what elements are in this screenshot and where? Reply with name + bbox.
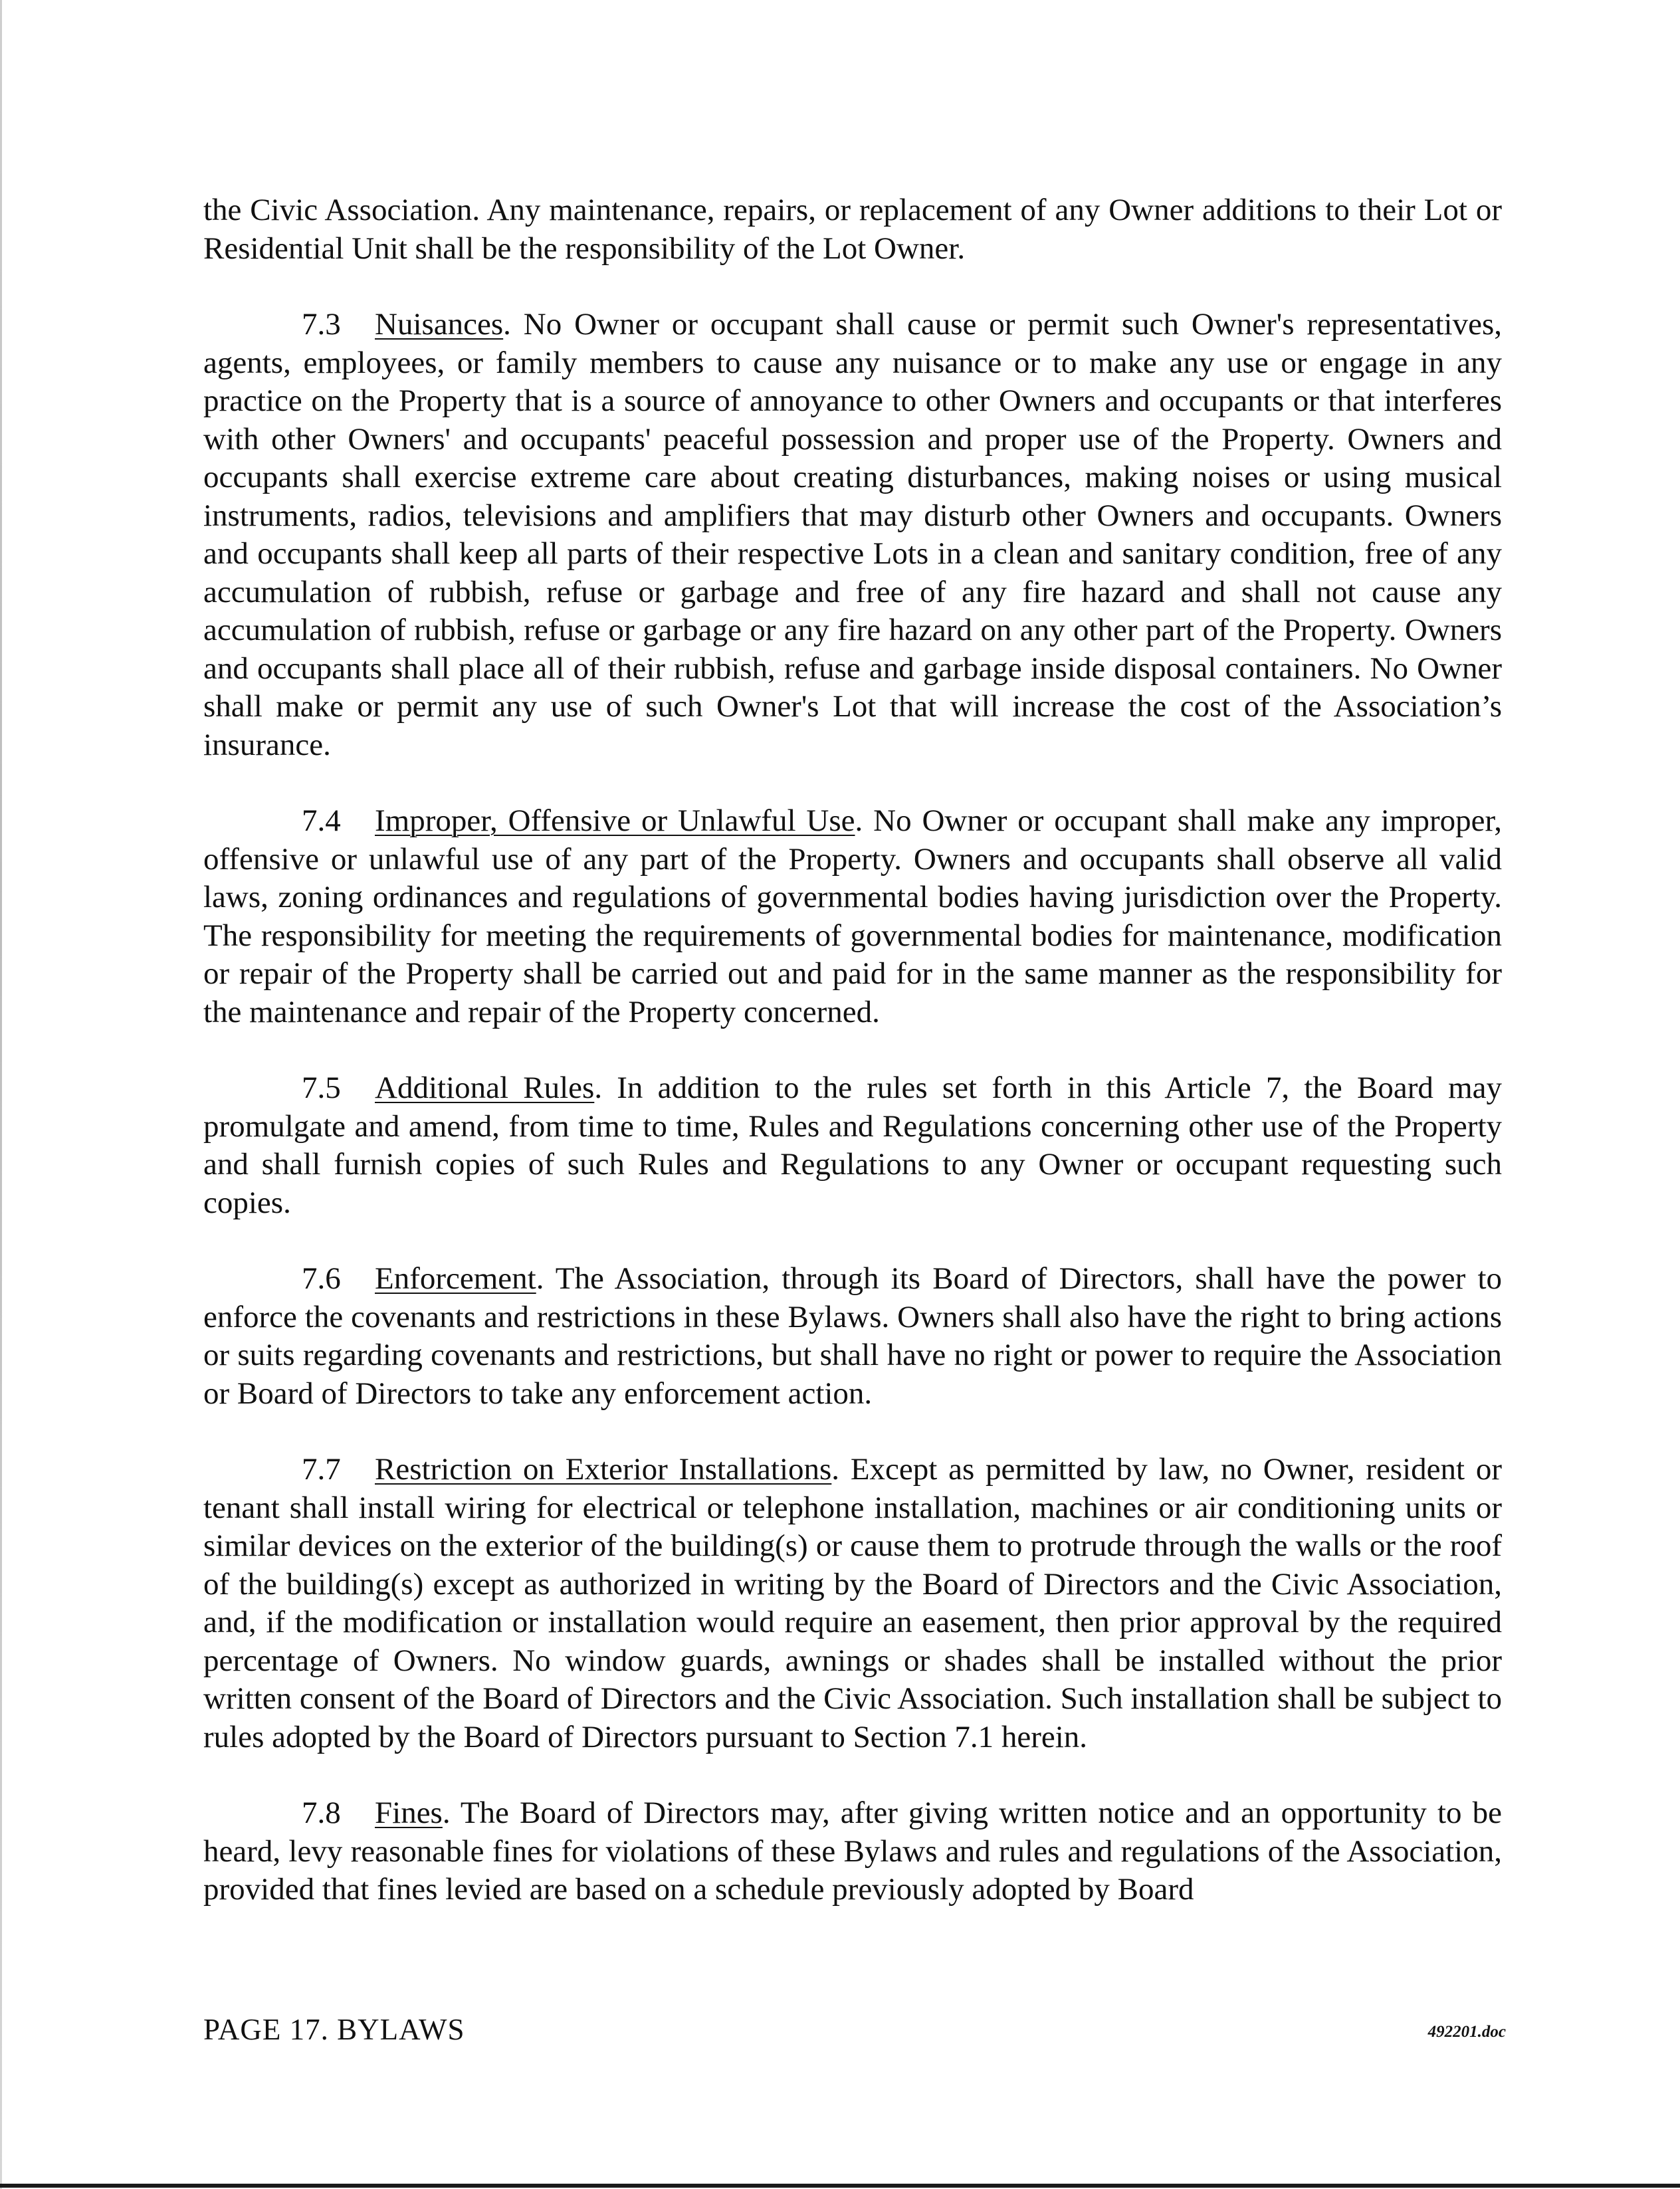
section-number: 7.7 bbox=[302, 1452, 341, 1487]
section-7-3 bbox=[203, 306, 1502, 764]
document-id: 492201.doc bbox=[1427, 2023, 1506, 2041]
scan-bottom-edge bbox=[0, 2184, 1680, 2188]
section-heading: Restriction on Exterior Installations bbox=[375, 1452, 832, 1487]
section-text: . The Board of Directors may, after giving written notice and an opportunity to be heard, levy reasonable fines for violations of these Bylaws and rules and regulations of the Association, provided that fines levied are based on a schedule previously adopted by Board bbox=[203, 1796, 1502, 1907]
section-7-4 bbox=[203, 802, 1502, 1031]
section-number: 7.8 bbox=[302, 1796, 341, 1830]
section-number: 7.4 bbox=[302, 803, 341, 838]
section-text: . Except as permitted by law, no Owner, resident or tenant shall install wiring for electrical or telephone installation, machines or air conditioning units or similar devices on the exterior of the building(s) or cause them to protrude through the walls or the roof of the building(s) except as authorized in writing by the Board of Directors and the Civic Association, and, if the modification or installation would require an easement, then prior approval by the required percentage of Owners. No window guards, awnings or shades shall be installed without the prior written consent of the Board of Directors and the Civic Association. Such installation shall be subject to rules adopted by the Board of Directors pursuant to Section 7.1 herein. bbox=[203, 1452, 1503, 1754]
scan-left-edge bbox=[0, 0, 2, 2189]
document-body bbox=[203, 191, 1502, 1909]
section-number: 7.3 bbox=[302, 307, 341, 342]
section-heading: Improper, Offensive or Unlawful Use bbox=[375, 803, 855, 838]
section-heading: Fines bbox=[375, 1796, 443, 1830]
section-heading: Additional Rules bbox=[375, 1071, 595, 1105]
section-text: . No Owner or occupant shall cause or permit such Owner's representatives, agents, employees, or family members to cause any nuisance or to make any use or engage in any practice on the Property that is a source of annoyance to other Owners and occupants or that interferes with other Owners' and occupants' peaceful possession and proper use of the Property. Owners and occupants shall exercise extreme care about creating disturbances, making noises or using musical instruments, radios, televisions and amplifiers that may disturb other Owners and occupants. Owners and occupants shall keep all parts of their respective Lots in a clean and sanitary condition, free of any accumulation of rubbish, refuse or garbage and free of any fire hazard and shall not cause any accumulation of rubbish, refuse or garbage or any fire hazard on any other part of the Property. Owners and occupants shall place all of their rubbish, refuse and garbage inside disposal containers. No Owner shall make or permit any use of such Owner's Lot that will increase the cost of the Association’s insurance. bbox=[203, 307, 1502, 762]
section-text: . The Association, through its Board of Directors, shall have the power to enforce the covenants and restrictions in these Bylaws. Owners shall also have the right to bring actions or suits regarding covenants and restrictions, but shall have no right or power to require the Association or Board of Directors to take any enforcement action. bbox=[203, 1261, 1502, 1411]
section-7-5 bbox=[203, 1069, 1502, 1222]
page-footer-label: PAGE 17. BYLAWS bbox=[203, 2013, 465, 2046]
section-number: 7.6 bbox=[302, 1261, 341, 1296]
section-7-6 bbox=[203, 1260, 1502, 1413]
section-heading: Nuisances bbox=[375, 307, 504, 342]
section-number: 7.5 bbox=[302, 1071, 341, 1105]
section-7-8 bbox=[203, 1794, 1502, 1909]
section-heading: Enforcement bbox=[375, 1261, 536, 1296]
section-text: . In addition to the rules set forth in this Article 7, the Board may promulgate and amend, from time to time, Rules and Regulations concerning other use of the Property and shall furnish copies of such Rules and Regulations to any Owner or occupant requesting such copies. bbox=[203, 1071, 1503, 1220]
section-text: . No Owner or occupant shall make any improper, offensive or unlawful use of any part of the Property. Owners and occupants shall observe all valid laws, zoning ordinances and regulations of governmental bodies having jurisdiction over the Property. The responsibility for meeting the requirements of governmental bodies for maintenance, modification or repair of the Property shall be carried out and paid for in the same manner as the responsibility for the maintenance and repair of the Property concerned. bbox=[203, 803, 1502, 1029]
section-7-7 bbox=[203, 1451, 1502, 1756]
intro-paragraph: the Civic Association. Any maintenance, repairs, or replacement of any Owner additions to their Lot or Residential Unit shall be the responsibility of the Lot Owner. bbox=[203, 193, 1502, 266]
